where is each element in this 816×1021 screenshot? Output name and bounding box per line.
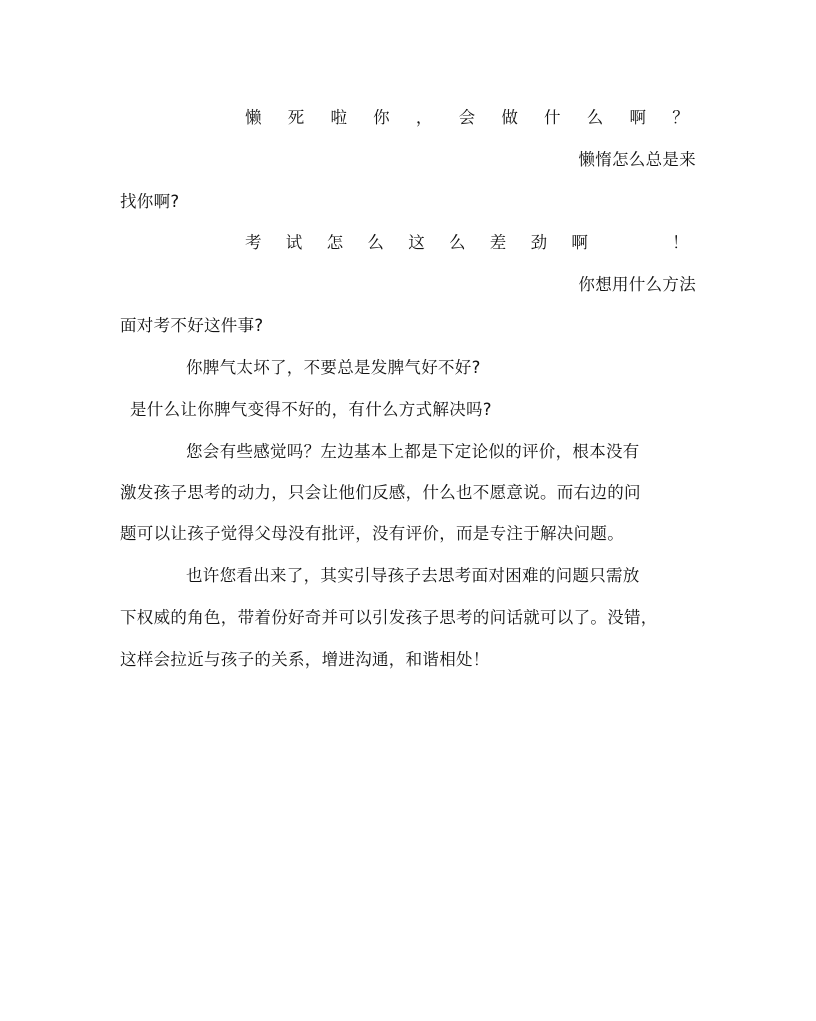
char: 做 [501,108,519,127]
right-question-3: 是什么让你脾气变得不好的，有什么方式解决吗? [130,400,492,419]
left-question-3: 你脾气太坏了，不要总是发脾气好不好? [186,358,481,377]
char: ！ [672,233,689,252]
paragraph-2-line-2: 下权威的角色，带着份好奇并可以引发孩子思考的问话就可以了。没错， [120,608,658,627]
char: 啦 [330,108,348,127]
char: 劲 [530,233,548,252]
right-question-2a: 你想用什么方法 [578,275,696,294]
right-question-1b: 找你啊? [120,192,180,211]
char: 么 [367,233,385,252]
char: ， [415,108,433,127]
char: 试 [285,233,303,252]
paragraph-1-line-2: 激发孩子思考的动力，只会让他们反感，什么也不愿意说。而右边的问 [120,483,641,502]
paragraph-1-line-1: 您会有些感觉吗？左边基本上都是下定论似的评价，根本没有 [186,442,640,461]
left-question-1 [245,108,689,128]
char: 你 [373,108,390,127]
char: 考 [245,233,262,252]
char: 啊 [629,108,647,127]
char: 啊 [571,233,589,252]
char: 懒 [245,108,262,127]
char: 么 [448,233,466,252]
paragraph-2-line-1: 也许您看出来了，其实引导孩子去思考面对困难的问题只需放 [186,566,640,585]
char: ？ [672,108,689,127]
right-question-1a: 懒惰怎么总是来 [578,150,696,169]
char: 这 [408,233,425,252]
paragraph-2-line-3: 这样会拉近与孩子的关系，增进沟通，和谐相处！ [120,650,490,669]
left-question-2 [245,233,689,253]
char: 会 [458,108,476,127]
char: 什 [544,108,561,127]
char: 死 [287,108,305,127]
char: 么 [586,108,604,127]
paragraph-1-line-3: 题可以让孩子觉得父母没有批评，没有评价，而是专注于解决问题。 [120,524,624,543]
right-question-2b: 面对考不好这件事? [120,316,264,335]
char: 怎 [326,233,344,252]
char: 差 [489,233,507,252]
